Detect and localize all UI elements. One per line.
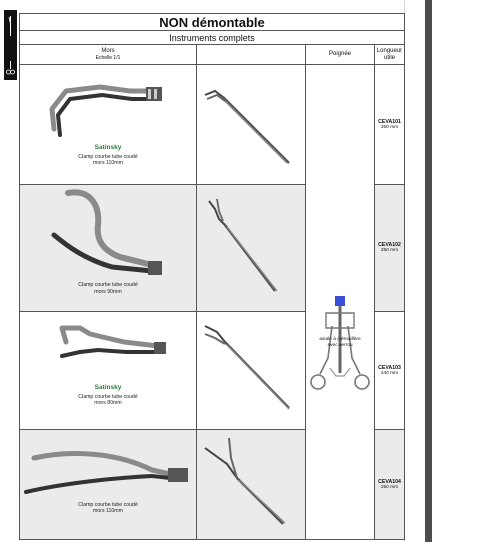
brand-label-1: Satinsky [94,144,122,151]
length-cell-3 [375,312,405,430]
header-scale-label: Echelle 1/1 [95,54,121,61]
ref-code-3: CEVA103 [378,364,401,371]
header-blank [197,45,306,65]
caption-3a: Clamp courbe tube coudé [78,394,138,400]
handle-image [306,128,375,476]
side-view-image-3 [197,312,306,424]
side-view-cell-1 [197,65,306,185]
scrollbar-track[interactable] [425,0,432,542]
jaw-cell-2 [20,185,197,312]
side-view-image-2 [197,185,306,306]
jaw-image-3 [20,312,197,424]
jaw-cell-1 [20,65,197,185]
header-jaws-label: Mors [101,47,115,54]
jaw-cell-3 [20,312,197,430]
side-view-cell-4 [197,430,306,540]
caption-2b: mors 90mm [94,289,122,295]
brand-label-3: Satinsky [94,384,122,391]
scissors-icon [5,14,16,38]
handle-caption-2: avec verrou [327,343,353,348]
clamp-icon [5,60,16,76]
caption-4b: mors 110mm [93,508,123,514]
handle-cell [306,65,375,540]
length-value-1: 260 mm [380,124,399,130]
length-cell-4 [375,430,405,540]
side-view-image-1 [197,65,306,179]
length-value-4: 250 mm [380,484,399,490]
catalog-table [19,13,405,540]
caption-3b: mors 80mm [94,400,122,406]
header-jaws [20,45,197,65]
length-value-3: 240 mm [380,370,399,376]
ref-code-4: CEVA104 [378,478,401,485]
header-length: Longueur utile [375,45,405,65]
length-value-2: 250 mm [380,248,399,253]
side-view-image-4 [197,430,306,534]
caption-1b: mors 110mm [93,160,123,166]
page-title: NON démontable [20,14,405,31]
handle-caption-1: axiale à crémaillère [319,337,361,342]
side-view-cell-3 [197,312,306,430]
caption-1a: Clamp courbe tube coudé [78,154,138,160]
jaw-image-4 [20,430,197,534]
side-view-cell-2 [197,185,306,312]
length-cell-1 [375,65,405,185]
jaw-cell-4 [20,430,197,540]
page-subtitle: Instruments complets [20,31,405,45]
caption-4a: Clamp courbe tube coudé [78,502,138,508]
caption-2a: Clamp courbe tube coudé [78,282,138,288]
ref-code-1: CEVA101 [378,118,401,125]
length-cell-2 [375,185,405,312]
side-tab [4,10,17,80]
ref-code-2: CEVA102 [378,242,401,248]
header-handle: Poignée [306,45,375,65]
